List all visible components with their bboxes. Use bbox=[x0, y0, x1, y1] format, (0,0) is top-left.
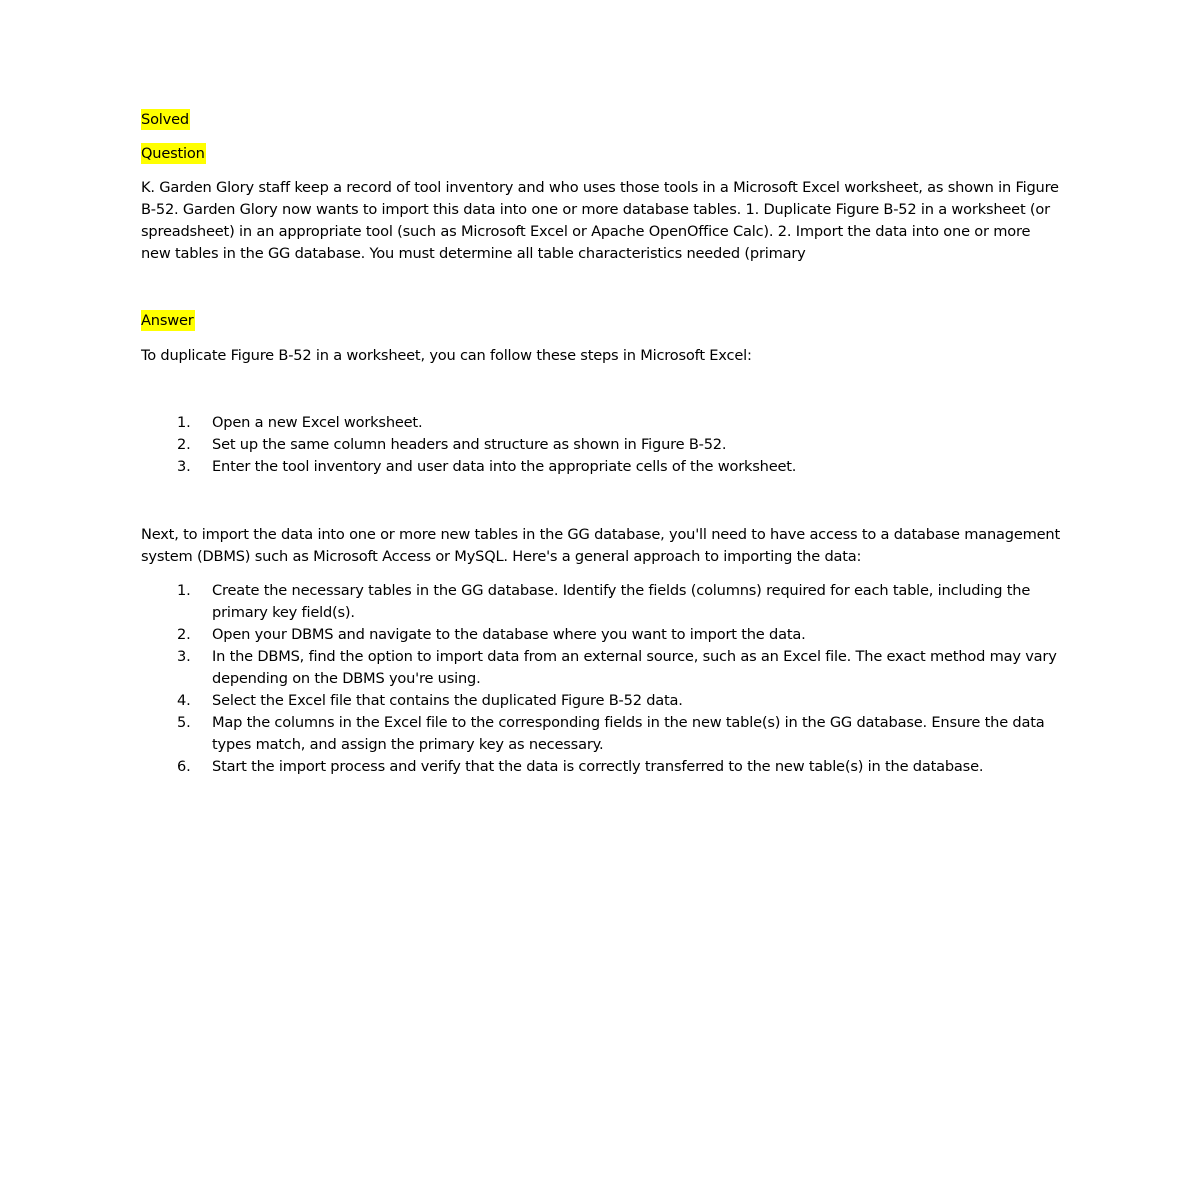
list-item-text: Create the necessary tables in the GG database. Identify the fields (columns) required for each table, including the primary key field(s). bbox=[212, 582, 1031, 621]
list-item-number: 1. bbox=[177, 414, 191, 431]
list-item bbox=[141, 412, 1061, 434]
list-item bbox=[141, 580, 1061, 624]
solved-line bbox=[141, 109, 1061, 131]
import-steps-list bbox=[141, 580, 1061, 778]
import-intro-text: Next, to import the data into one or more new tables in the GG database, you'll need to have access to a database management system (DBMS) such as Microsoft Access or MySQL. Here's a general approach to importing the data: bbox=[141, 526, 1060, 565]
list-item bbox=[141, 624, 1061, 646]
list-item-text: Select the Excel file that contains the duplicated Figure B-52 data. bbox=[212, 692, 683, 709]
list-item-number: 4. bbox=[177, 692, 191, 709]
list-item-number: 3. bbox=[177, 458, 191, 475]
solved-label: Solved bbox=[141, 111, 189, 128]
list-item bbox=[141, 646, 1061, 690]
list-item-text: Enter the tool inventory and user data into the appropriate cells of the worksheet. bbox=[212, 458, 797, 475]
list-item-text: Set up the same column headers and structure as shown in Figure B-52. bbox=[212, 436, 727, 453]
answer-intro-text: To duplicate Figure B-52 in a worksheet, you can follow these steps in Microsoft Excel: bbox=[141, 347, 752, 364]
document-page bbox=[141, 109, 1061, 778]
answer-label: Answer bbox=[141, 312, 194, 329]
list-item-number: 5. bbox=[177, 714, 191, 731]
list-item bbox=[141, 690, 1061, 712]
list-item bbox=[141, 756, 1061, 778]
list-item bbox=[141, 456, 1061, 478]
list-item-number: 2. bbox=[177, 626, 191, 643]
list-item-text: Open a new Excel worksheet. bbox=[212, 414, 423, 431]
list-item bbox=[141, 434, 1061, 456]
list-item-text: In the DBMS, find the option to import data from an external source, such as an Excel file. The exact method may vary depending on the DBMS you're using. bbox=[212, 648, 1057, 687]
list-item bbox=[141, 712, 1061, 756]
answer-line bbox=[141, 310, 1061, 332]
list-item-text: Open your DBMS and navigate to the database where you want to import the data. bbox=[212, 626, 806, 643]
question-line bbox=[141, 143, 1061, 165]
list-item-number: 1. bbox=[177, 582, 191, 599]
list-item-number: 2. bbox=[177, 436, 191, 453]
excel-steps-list bbox=[141, 412, 1061, 478]
list-item-number: 3. bbox=[177, 648, 191, 665]
list-item-text: Map the columns in the Excel file to the corresponding fields in the new table(s) in the GG database. Ensure the data types match, and assign the primary key as necessary. bbox=[212, 714, 1045, 753]
list-item-text: Start the import process and verify that the data is correctly transferred to the new table(s) in the database. bbox=[212, 758, 984, 775]
list-item-number: 6. bbox=[177, 758, 191, 775]
question-label: Question bbox=[141, 145, 205, 162]
question-text: K. Garden Glory staff keep a record of tool inventory and who uses those tools in a Microsoft Excel worksheet, as shown in Figure B-52. Garden Glory now wants to import this data into one or more database tables. 1. Duplicate Figure B-52 in a worksheet (or spreadsheet) in an appropriate tool (such as Microsoft Excel or Apache OpenOffice Calc). 2. Import the data into one or more new tables in the GG database. You must determine all table characteristics needed (primary bbox=[141, 179, 1059, 262]
